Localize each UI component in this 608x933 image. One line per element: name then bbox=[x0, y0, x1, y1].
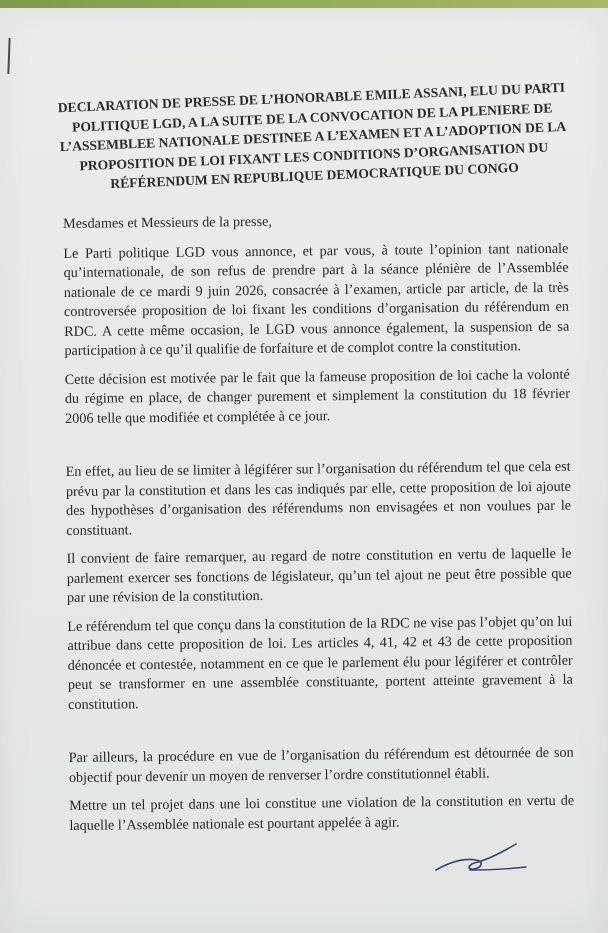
paragraph-3: En effet, au lieu de se limiter à légiférer sur l’organisation du référendum tel que cela est prévu par la constitution et dans les cas indiqués par elle, cette proposition de loi ajoute des hypothèses d’organisation des référendums non envisagées et non voulues par le constituant. bbox=[65, 458, 572, 539]
paragraph-6: Par ailleurs, la procédure en vue de l’organisation du référendum est détournée de son objectif pour devenir un moyen de renverser l’ordre constitutionnel établi. bbox=[68, 744, 574, 786]
paragraph-5: Le référendum tel que conçu dans la constitution de la RDC ne vise pas l’objet qu’on lui attribue dans cette proposition de loi. Les articles 4, 41, 42 et 43 de cette proposition dénoncée et contestée, notamment en ce que le parlement élu pour légiférer et contrôler peut se transformer en une assemblée constituante, portent atteinte gravement à la constitution. bbox=[67, 613, 573, 713]
salutation: Mesdames et Messieurs de la presse, bbox=[63, 213, 272, 232]
paragraph-1: Le Parti politique LGD vous annonce, et par vous, à toute l’opinion tant nationale qu’internationale, de son refus de prendre part à la séance plénière de l’Assemblée nationale de ce mardi 9 juin 2026, consacrée à l’examen, article par article, de la très controversée proposition de loi fixant les conditions d’organisation du référendum en RDC. A cette même occasion, le LGD vous annonce également, la suspension de sa participation à ce qu’il qualifie de forfaiture et de complot contre la constitution. bbox=[63, 240, 570, 359]
paragraph-7: Mettre un tel projet dans une loi constitue une violation de la constitution en vertu de laquelle l’Assemblée nationale est pourtant appelée à agir. bbox=[69, 792, 575, 834]
document-body bbox=[63, 210, 575, 845]
signature-mark bbox=[430, 840, 530, 880]
document-title: DECLARATION DE PRESSE DE L’HONORABLE EMILE ASSANI, ELU DU PARTI POLITIQUE LGD, A LA SUITE DE LA CONVOCATION DE LA PLENIERE DE L’ASSEMBLEE NATIONALE DESTINEE A L’EXAMEN ET A L’ADOPTION DE LA PROPOSITION DE LOI FIXANT LES CONDITIONS D’ORGANISATION DU RÉFÉRENDUM EN REPUBLIQUE DEMOCRATIQUE DU CONGO bbox=[57, 79, 567, 192]
paragraph-2: Cette décision est motivée par le fait que la fameuse proposition de loi cache la volonté du régime en place, de changer purement et simplement la constitution du 18 février 2006 telle que modifiée et complétée à ce jour. bbox=[64, 366, 570, 427]
paragraph-4: Il convient de faire remarquer, au regard de notre constitution en vertu de laquelle le parlement exercer ses fonctions de législateur, qu’un tel ajout ne peut être possible que par une révision de la constitution. bbox=[66, 545, 572, 606]
